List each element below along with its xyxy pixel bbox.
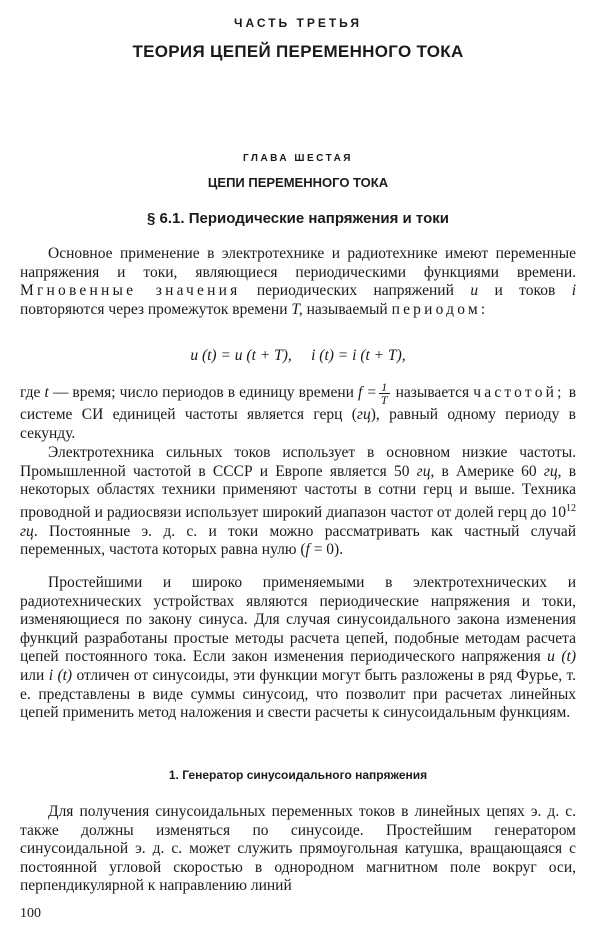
para1-text5: называемый [306,300,388,318]
para2-text1: где [20,384,41,402]
part-title: ТЕОРИЯ ЦЕПЕЙ ПЕРЕМЕННОГО ТОКА [132,42,464,61]
paragraph-generator [20,803,576,896]
para3-unit2: гц [543,462,558,480]
para3-unit1: гц [416,462,431,480]
para1-text1: Основное применение в электротехнике и радиотехнике имеют переменные напряжения и токи, являющиеся периодическими функциями времени. [20,245,576,281]
part-label: ЧАСТЬ ТРЕТЬЯ [234,16,362,30]
periodicity-formula [20,347,576,365]
para4-var-ut: u (t) [547,648,576,666]
fraction-denominator: T [380,393,388,407]
para3-text3: , в некоторых областях техники применяют частоты в сотни герц и выше. Техника проводной и радиосвязи использует широкий диапазон частот от долей герц до 10 [20,462,577,521]
para4-text2: или [20,666,45,684]
para3-text2: , в Америке 60 [430,462,537,480]
para5-text: Для получения синусоидальных переменных токов в линейных цепях э. д. с. также должны изменяться по синусоиде. Простейшим генератором синусоидальной э. д. с. может служить прямоугольная катушка, вращающаяся с постоянной угловой скоростью в однородном магнитном поле вокруг оси, перпендикулярной к направлению линий [20,803,576,895]
para2-text5: ), равный одному периоду в секунду. [20,406,576,442]
para1-var-T: T, [291,300,303,318]
chapter-label: ГЛАВА ШЕСТАЯ [243,153,353,164]
paragraph-frequencies [20,444,576,560]
para2-unit: гц [356,406,371,423]
frequency-fraction [379,381,390,406]
para2-text3: называется [395,384,470,402]
paragraph-sinusoidal [20,574,576,723]
para2-var-t: t [44,384,49,402]
para1-text4: повторяются через промежуток времени [20,300,288,318]
section-title: § 6.1. Периодические напряжения и токи [147,210,449,227]
para3-unit3: гц [20,522,34,540]
para3-text1: Электротехника сильных токов использует в основном низкие частоты. Промышленной частотой в СССР и Европе является 50 [20,444,576,480]
page-number: 100 [20,906,41,921]
paragraph-frequency [20,381,576,443]
para1-text3: и токов [494,282,556,300]
para4-var-it: i (t) [48,666,73,684]
chapter-title: ЦЕПИ ПЕРЕМЕННОГО ТОКА [207,175,389,190]
para3-exponent: 12 [566,502,576,514]
formula-right: i (t) = i (t + T), [311,347,406,364]
para1-spaced1: Мгновенные значения [20,282,241,300]
para1-text2: периодических напряжений [256,282,454,300]
para3-text5: = 0). [313,541,344,559]
para3-var-f: f [305,541,310,559]
formula-left: u (t) = u (t + T), [190,347,292,364]
subsection-title: 1. Генератор синусоидального напряжения [168,768,428,782]
para2-spaced: частотой; [473,384,565,402]
para4-text1: Простейшими и широко применяемыми в электротехнических и радиотехнических устройствах являются периодические напряжения и токи, изменяющиеся по закону синуса. Для случая синусоидального закона изменения функций разработаны простые методы расчета цепей, подобные методам расчета цепей постоянного тока. Если закон изменения периодического напряжения [20,574,576,666]
para2-text2: — время; число периодов в единицу времени [52,384,354,402]
para1-spaced2: периодом: [391,300,489,318]
para1-var-i: i [571,282,577,300]
frequency-formula-lhs: f = [358,384,377,402]
para2-text4: в системе СИ единицей частоты является герц ( [20,384,577,423]
para1-var-u: u [470,282,479,300]
para3-text4: . Постоянные э. д. с. и токи можно рассматривать как частный случай переменных, частота которых равна нулю ( [20,522,576,559]
fraction-numerator: 1 [379,381,390,394]
paragraph-intro [20,245,576,319]
para4-text3: отличен от синусоиды, эти функции могут быть разложены в ряд Фурье, т. е. представлены в виде суммы синусоид, что позволит при расчетах линейных цепей применить метод наложения и свести расчеты к синусоидальным функциям. [20,666,577,722]
